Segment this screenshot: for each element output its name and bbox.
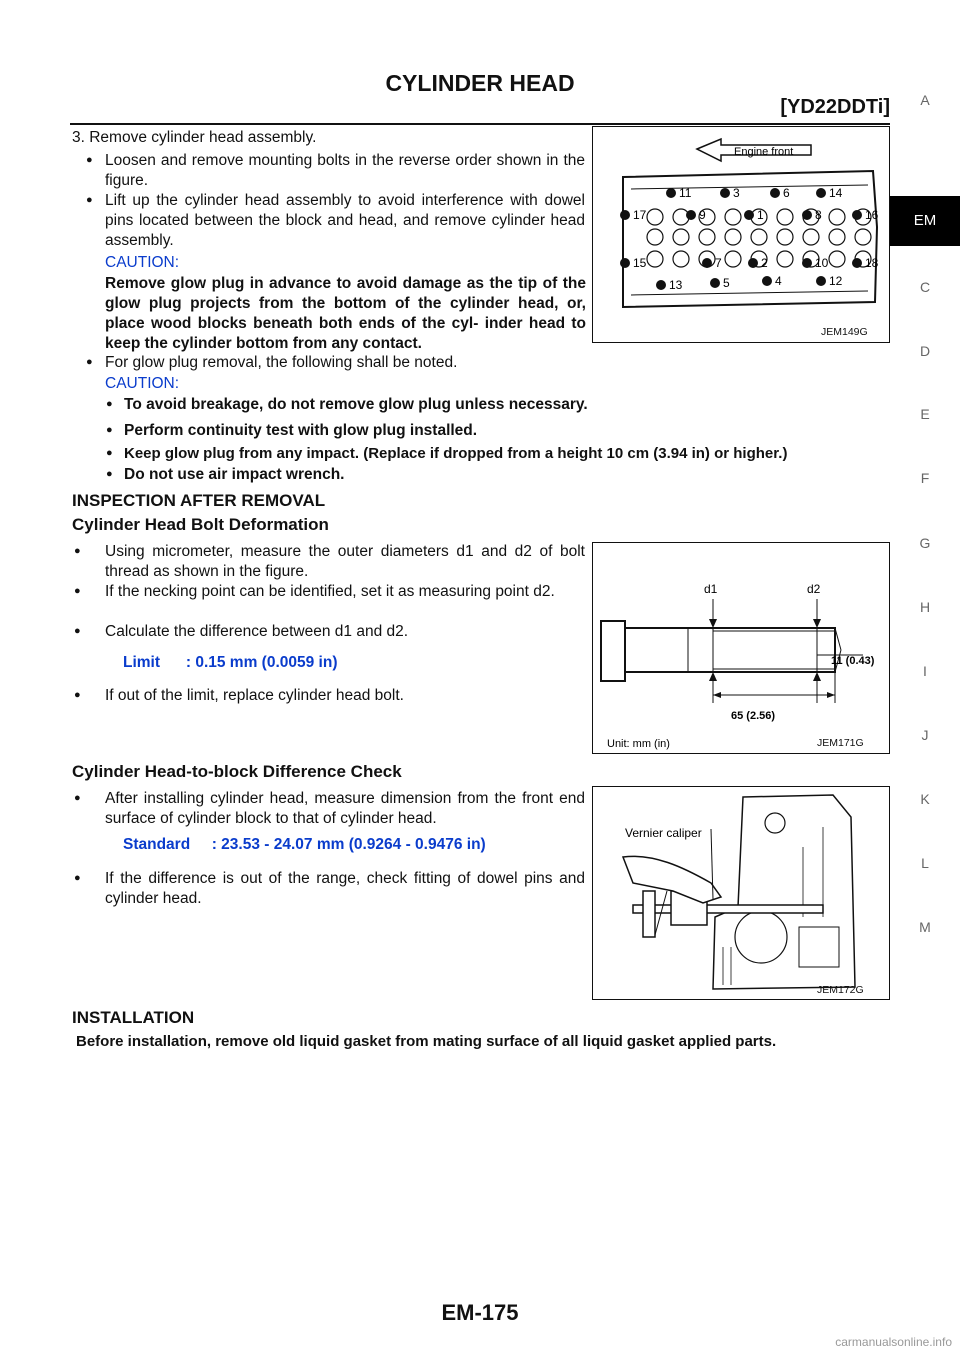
engine-front-label: Engine front bbox=[734, 146, 794, 158]
bolt-number: 9 bbox=[699, 208, 706, 222]
bolt-number: 2 bbox=[761, 256, 768, 270]
tab-c[interactable]: C bbox=[919, 279, 931, 295]
engine-model: [YD22DDTi] bbox=[780, 96, 890, 118]
bolt-marker bbox=[702, 258, 712, 268]
caution2-item-1: To avoid breakage, do not remove glow plug unless necessary. bbox=[124, 396, 588, 413]
bullet-icon: ● bbox=[106, 424, 113, 436]
tab-g[interactable]: G bbox=[919, 535, 931, 551]
bolt-number: 15 bbox=[633, 256, 647, 270]
caution2-item-4: Do not use air impact wrench. bbox=[124, 466, 345, 483]
bolt-marker bbox=[852, 210, 862, 220]
head-block-heading: Cylinder Head-to-block Difference Check bbox=[72, 762, 402, 781]
bolt-number: 5 bbox=[723, 276, 730, 290]
unit-label: Unit: mm (in) bbox=[607, 738, 670, 750]
figure-bolt-order bbox=[592, 126, 890, 343]
tab-e[interactable]: E bbox=[920, 406, 930, 422]
bolt-diagram bbox=[593, 543, 889, 753]
bolt-marker bbox=[802, 258, 812, 268]
bolt-marker bbox=[802, 210, 812, 220]
deformation-bullet-3: Calculate the difference between d1 and d2. bbox=[105, 623, 409, 640]
bolt-marker bbox=[852, 258, 862, 268]
head-block-bullet-2: If the difference is out of the range, check fitting of dowel pins and cylinder head. bbox=[105, 870, 585, 907]
bolt-marker bbox=[710, 278, 720, 288]
bullet-icon: ● bbox=[106, 468, 113, 480]
bullet-icon: ● bbox=[106, 398, 113, 410]
bolt-marker bbox=[620, 258, 630, 268]
step3-heading: 3. Remove cylinder head assembly. bbox=[72, 129, 317, 146]
installation-heading: INSTALLATION bbox=[72, 1008, 195, 1027]
bolt-number: 13 bbox=[669, 278, 683, 292]
bolt-marker bbox=[816, 188, 826, 198]
cylinder-head-diagram bbox=[593, 127, 889, 342]
d1-label: d1 bbox=[704, 582, 718, 596]
bullet-icon: ● bbox=[74, 792, 81, 804]
bullet-icon: ● bbox=[86, 194, 93, 206]
bolt-number: 6 bbox=[783, 186, 790, 200]
tab-d[interactable]: D bbox=[919, 343, 931, 359]
caution2-label: CAUTION: bbox=[105, 375, 180, 392]
bolt-number: 4 bbox=[775, 274, 782, 288]
bolt-marker bbox=[816, 276, 826, 286]
bolt-marker bbox=[762, 276, 772, 286]
bolt-number: 11 bbox=[679, 186, 692, 200]
page-number: EM-175 bbox=[441, 1300, 519, 1325]
figure-vernier bbox=[592, 786, 890, 1000]
caution2-item-2: Perform continuity test with glow plug installed. bbox=[124, 422, 478, 439]
figure-bolt-measure bbox=[592, 542, 890, 754]
bolt-number: 12 bbox=[829, 274, 843, 288]
tab-l[interactable]: L bbox=[921, 855, 929, 871]
tab-h[interactable]: H bbox=[919, 599, 931, 615]
tab-f[interactable]: F bbox=[920, 470, 930, 486]
bullet-icon: ● bbox=[74, 689, 81, 701]
bullet-icon: ● bbox=[86, 356, 93, 368]
step3-bullet-1: Loosen and remove mounting bolts in the reverse order shown in the figure. bbox=[105, 152, 585, 189]
bolt-number: 8 bbox=[815, 208, 822, 222]
bullet-icon: ● bbox=[106, 447, 113, 459]
bolt-number: 1 bbox=[757, 208, 764, 222]
bolt-marker bbox=[744, 210, 754, 220]
bullet-icon: ● bbox=[86, 154, 93, 166]
bullet-icon: ● bbox=[74, 545, 81, 557]
step3-bullet-2: Lift up the cylinder head assembly to avoid interference with dowel pins located between the block and head, and remove cylinder head assembly. bbox=[105, 192, 585, 249]
head-block-bullet-1: After installing cylinder head, measure dimension from the front end surface of cylinder block to that of cylinder head. bbox=[105, 790, 585, 827]
limit-spec: Limit : 0.15 mm (0.0059 in) bbox=[123, 654, 338, 671]
inspection-heading: INSPECTION AFTER REMOVAL bbox=[72, 491, 326, 510]
watermark[interactable]: carmanualsonline.info bbox=[835, 1335, 952, 1349]
dim-11-label: 11 (0.43) bbox=[831, 655, 875, 667]
tab-k[interactable]: K bbox=[920, 791, 930, 807]
deformation-bullet-4: If out of the limit, replace cylinder head bolt. bbox=[105, 687, 404, 704]
bullet-icon: ● bbox=[74, 872, 81, 884]
page-title: CYLINDER HEAD bbox=[385, 70, 575, 96]
caution-text: Remove glow plug in advance to avoid damage as the tip of the glow plug projects from the bottom of the cylinder head, or, place wood blocks beneath both ends of the cyl- inder head to keep the cylinder bottom from any contact. bbox=[105, 275, 586, 352]
vernier-label: Vernier caliper bbox=[625, 826, 702, 840]
bolt-marker bbox=[770, 188, 780, 198]
figure-id: JEM149G bbox=[821, 326, 868, 338]
bolt-number: 16 bbox=[865, 208, 879, 222]
bolt-number: 7 bbox=[715, 256, 722, 270]
caution2-item-3: Keep glow plug from any impact. (Replace if dropped from a height 10 cm (3.94 in) or higher.) bbox=[124, 445, 788, 462]
bolt-marker bbox=[748, 258, 758, 268]
deformation-bullet-2: If the necking point can be identified, set it as measuring point d2. bbox=[105, 583, 555, 600]
bolt-marker bbox=[656, 280, 666, 290]
vernier-diagram bbox=[593, 787, 889, 999]
step3-bullet-3: For glow plug removal, the following shall be noted. bbox=[105, 354, 458, 371]
d2-label: d2 bbox=[807, 582, 821, 596]
header-rule bbox=[70, 123, 890, 125]
tab-a[interactable]: A bbox=[920, 92, 930, 108]
bolt-number: 10 bbox=[815, 256, 829, 270]
standard-spec: Standard : 23.53 - 24.07 mm (0.9264 - 0.9476 in) bbox=[123, 836, 486, 853]
caution-label: CAUTION: bbox=[105, 254, 180, 271]
figure-id: JEM172G bbox=[817, 984, 864, 996]
tab-m[interactable]: M bbox=[919, 919, 931, 935]
tab-j[interactable]: J bbox=[921, 727, 929, 743]
bolt-number: 14 bbox=[829, 186, 843, 200]
bolt-marker bbox=[666, 188, 676, 198]
bolt-marker bbox=[686, 210, 696, 220]
bolt-marker bbox=[720, 188, 730, 198]
bullet-icon: ● bbox=[74, 585, 81, 597]
bolt-number: 3 bbox=[733, 186, 740, 200]
tab-i[interactable]: I bbox=[923, 663, 927, 679]
tab-em[interactable]: EM bbox=[890, 196, 960, 246]
bolt-number: 17 bbox=[633, 208, 647, 222]
dim-65-label: 65 (2.56) bbox=[731, 710, 776, 722]
bolt-deformation-heading: Cylinder Head Bolt Deformation bbox=[72, 515, 329, 534]
bolt-marker bbox=[620, 210, 630, 220]
bullet-icon: ● bbox=[74, 625, 81, 637]
deformation-bullet-1: Using micrometer, measure the outer diameters d1 and d2 of bolt thread as shown in the figure. bbox=[105, 543, 585, 580]
figure-id: JEM171G bbox=[817, 737, 864, 749]
installation-text: Before installation, remove old liquid gasket from mating surface of all liquid gasket applied parts. bbox=[76, 1033, 777, 1050]
bolt-number: 18 bbox=[865, 256, 879, 270]
